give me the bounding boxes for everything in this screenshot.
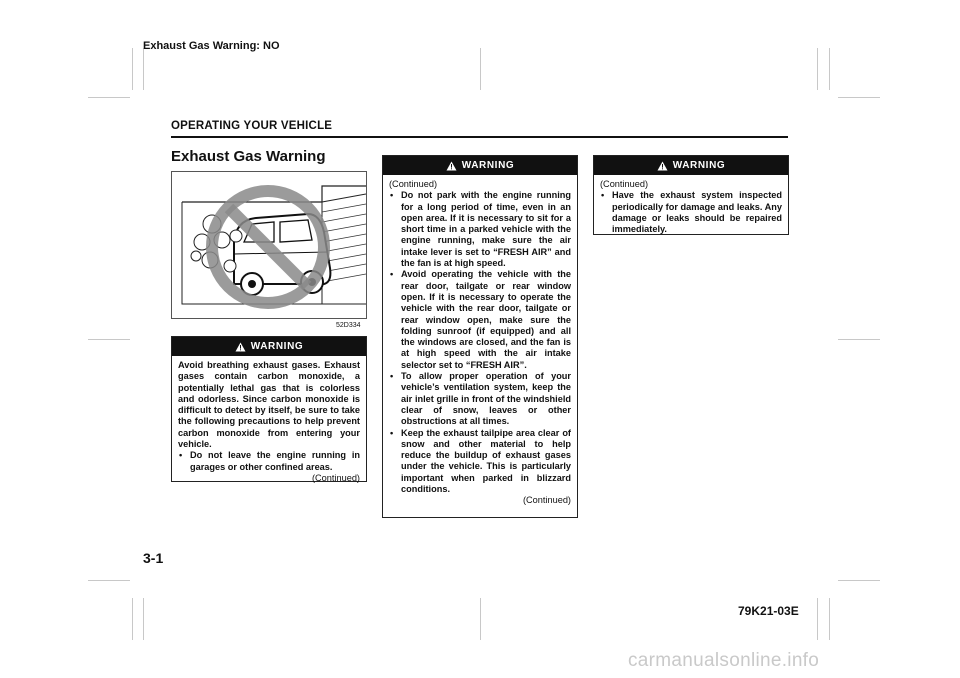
crop-mark bbox=[88, 339, 130, 340]
warning-label: WARNING bbox=[250, 341, 304, 352]
warning-header bbox=[172, 337, 366, 356]
page-number: 3-1 bbox=[143, 550, 164, 566]
warning-list-item: • Do not leave the engine running in garages or other confined areas. bbox=[178, 450, 360, 473]
continued-label: (Continued) bbox=[522, 495, 571, 506]
warning-triangle-icon bbox=[235, 342, 246, 352]
warning-header bbox=[383, 156, 577, 175]
warning-list-item: • Have the exhaust system inspected periodically for damage and leaks. Any damage or leaks should be repaired immediately. bbox=[600, 190, 782, 235]
crop-mark bbox=[829, 598, 830, 640]
crop-mark bbox=[480, 48, 481, 90]
warning-label: WARNING bbox=[672, 160, 726, 171]
crop-mark bbox=[838, 580, 880, 581]
warning-list bbox=[600, 190, 782, 235]
warning-header bbox=[594, 156, 788, 175]
crop-mark bbox=[817, 598, 818, 640]
document-code: 79K21-03E bbox=[738, 604, 799, 618]
header-rule bbox=[171, 136, 788, 138]
warning-label: WARNING bbox=[461, 160, 515, 171]
crop-mark bbox=[132, 598, 133, 640]
crop-mark bbox=[838, 97, 880, 98]
crop-mark bbox=[480, 598, 481, 640]
warning-triangle-icon bbox=[446, 161, 457, 171]
warning-triangle-icon bbox=[657, 161, 668, 171]
crop-mark bbox=[829, 48, 830, 90]
figure-code: 52D334 bbox=[336, 322, 361, 329]
crop-mark bbox=[817, 48, 818, 90]
crop-mark bbox=[88, 580, 130, 581]
warning-list-item: • Keep the exhaust tailpipe area clear of snow and other material to help reduce the buildup of exhaust gases under the vehicle. This is particularly important when parked in blizzard conditions. bbox=[389, 428, 571, 496]
warning-body bbox=[594, 175, 788, 240]
car-in-garage-illustration bbox=[172, 172, 366, 318]
continued-label: (Continued) bbox=[600, 179, 649, 189]
section-header: OPERATING YOUR VEHICLE bbox=[171, 120, 333, 132]
crop-mark bbox=[143, 598, 144, 640]
warning-box-2 bbox=[382, 155, 578, 518]
continued-label: (Continued) bbox=[389, 179, 438, 189]
warning-list bbox=[178, 450, 360, 473]
crop-mark bbox=[143, 48, 144, 90]
warning-intro: Avoid breathing exhaust gases. Exhaust gases contain carbon monoxide, a potentially lethal gas that is colorless and odorless. Since carbon monoxide is difficult to detect by itself, be sure to take the following precautions to help prevent carbon monoxide from entering your vehicle. bbox=[178, 360, 360, 450]
warning-list-item: • Do not park with the engine running for a long period of time, even in an open area. If it is necessary to sit for a short time in a parked vehicle with the engine running, make sure the air intake lever is set to “FRESH AIR” and the fan is at high speed. bbox=[389, 190, 571, 269]
crop-mark bbox=[132, 48, 133, 90]
top-note: Exhaust Gas Warning: NO bbox=[143, 40, 280, 52]
watermark: carmanualsonline.info bbox=[628, 650, 820, 671]
page-title: Exhaust Gas Warning bbox=[171, 148, 326, 165]
crop-mark bbox=[838, 339, 880, 340]
warning-list bbox=[389, 190, 571, 495]
crop-mark bbox=[88, 97, 130, 98]
warning-box-3 bbox=[593, 155, 789, 235]
warning-list-item: • To allow proper operation of your vehicle’s ventilation system, keep the air inlet grille in front of the windshield clear of snow, leaves or other obstructions at all times. bbox=[389, 371, 571, 427]
warning-body bbox=[383, 175, 577, 512]
warning-body bbox=[172, 356, 366, 489]
warning-list-item: • Avoid operating the vehicle with the rear door, tailgate or rear window open. If it is necessary to operate the vehicle with the rear door, tailgate or rear window open, make sure the folding sunroof (if equipped) and all the windows are closed, and the fan is at high speed with the air intake selector set to “FRESH AIR”. bbox=[389, 269, 571, 371]
warning-box-1 bbox=[171, 336, 367, 482]
continued-label: (Continued) bbox=[311, 472, 360, 483]
figure-box bbox=[171, 171, 367, 319]
